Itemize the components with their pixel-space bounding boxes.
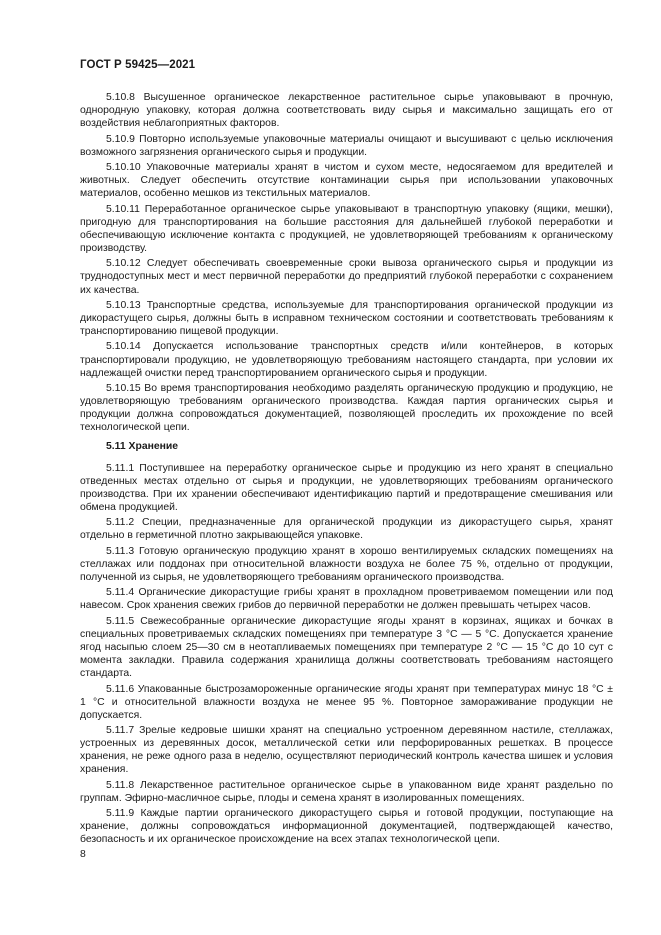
paragraph-5-11-9: 5.11.9 Каждые партии органического дикорастущего сырья и готовой продукции, поступающие на хранение, должны сопровождаться информационной документацией, подтверждающей качество, безопасность и их органическое происхождение на всех этапах технологической цепи. xyxy=(80,808,613,846)
document-header: ГОСТ Р 59425—2021 xyxy=(80,59,196,71)
paragraph-5-11-5: 5.11.5 Свежесобранные органические дикорастущие ягоды хранят в корзинах, ящиках и бочках в специальных проветриваемых складских помещениях при температуре 3 °С — 5 °С. Допускается хранение ягод насыпью слоем 25—30 см в неотапливаемых помещениях при температуре 2 °С — 15 °С до 10 сут с момента закладки. Правила содержания хранилища должны соответствовать требованиям настоящего стандарта. xyxy=(80,615,613,680)
paragraph-5-10-9: 5.10.9 Повторно используемые упаковочные материалы очищают и высушивают с целью исключения возможного загрязнения органического сырья и продукции. xyxy=(80,133,613,158)
paragraph-5-11-2: 5.11.2 Специи, предназначенные для органической продукции из дикорастущего сырья, хранят отдельно в герметичной плотно закрывающейся упаковке. xyxy=(80,517,613,542)
paragraph-5-11-7: 5.11.7 Зрелые кедровые шишки хранят на специально устроенном деревянном настиле, стеллажах, устроенных из деревянных досок, металлической сетки или перфорированных решетках. В процессе хранения, не реже одного раза в неделю, осуществляют периодический контроль качества шишек и условия хранения. xyxy=(80,725,613,776)
paragraph-5-10-12: 5.10.12 Следует обеспечивать своевременные сроки вывоза органического сырья и продукции из труднодоступных мест и мест первичной переработки до предприятий глубокой переработки с сохранением их качества. xyxy=(80,258,613,296)
paragraph-5-11-1: 5.11.1 Поступившее на переработку органическое сырье и продукцию из него хранят в специально отведенных местах отдельно от сырья и продукции, не удовлетворяющих требованиям органического производства. При их хранении обеспечивают идентификацию партий и предотвращение смешивания или обмена продукцией. xyxy=(80,462,613,513)
paragraph-5-10-11: 5.10.11 Переработанное органическое сырье упаковывают в транспортную упаковку (ящики, мешки), пригодную для транспортирования на большие расстояния для дальнейшей глубокой переработки и обеспечивающую исключение контакта с продукцией, не удовлетворяющей требованиям к органическому производству. xyxy=(80,203,613,254)
paragraph-5-11-4: 5.11.4 Органические дикорастущие грибы хранят в прохладном проветриваемом помещении или под навесом. Срок хранения свежих грибов до первичной переработки не должен превышать четырех часов. xyxy=(80,587,613,612)
paragraph-5-11-6: 5.11.6 Упакованные быстрозамороженные органические ягоды хранят при температурах минус 18 °С ± 1 °С и относительной влажности воздуха не менее 95 %. Повторное замораживание продукции не допускается. xyxy=(80,683,613,721)
section-heading-storage: 5.11 Хранение xyxy=(106,441,179,453)
paragraph-5-10-10: 5.10.10 Упаковочные материалы хранят в чистом и сухом месте, недосягаемом для вредителей и животных. Следует обеспечить отсутствие контаминации сырья при использовании упаковочных материалов, особенно мешков из текстильных материалов. xyxy=(80,162,613,200)
paragraph-5-10-13: 5.10.13 Транспортные средства, используемые для транспортирования органической продукции из дикорастущего сырья, должны быть в исправном техническом состоянии и соответствовать требованиям к транспортированию пищевой продукции. xyxy=(80,299,613,338)
paragraph-5-10-14: 5.10.14 Допускается использование транспортных средств и/или контейнеров, в которых транспортировали продукцию, не удовлетворяющую требованиям настоящего стандарта, при условии их надлежащей очистки перед транспортированием органического сырья и продукции. xyxy=(80,341,613,379)
document-body xyxy=(80,91,613,849)
paragraph-5-11-8: 5.11.8 Лекарственное растительное органическое сырье в упакованном виде хранят раздельно по группам. Эфирно-масличное сырье, плоды и семена хранят в изолированных помещениях. xyxy=(80,779,613,804)
paragraph-5-10-15: 5.10.15 Во время транспортирования необходимо разделять органическую продукцию и продукцию, не удовлетворяющую требованиям органического производства. Каждая партия органических сырья и продукции должна сопровождаться документацией, позволяющей проследить их прохождение по всей технологической цепи. xyxy=(80,383,613,434)
paragraph-5-11-3: 5.11.3 Готовую органическую продукцию хранят в хорошо вентилируемых складских помещениях на стеллажах или поддонах при относительной влажности воздуха не более 75 %, отдельно от продукции, полученной из сырья, не удовлетворяющего требованиям органического производства. xyxy=(80,545,613,583)
paragraph-5-10-8: 5.10.8 Высушенное органическое лекарственное растительное сырье упаковывают в прочную, однородную упаковку, которая должна соответствовать виду сырья и максимально защищать его от воздействия неблагоприятных факторов. xyxy=(80,92,613,130)
page-number: 8 xyxy=(80,849,86,860)
